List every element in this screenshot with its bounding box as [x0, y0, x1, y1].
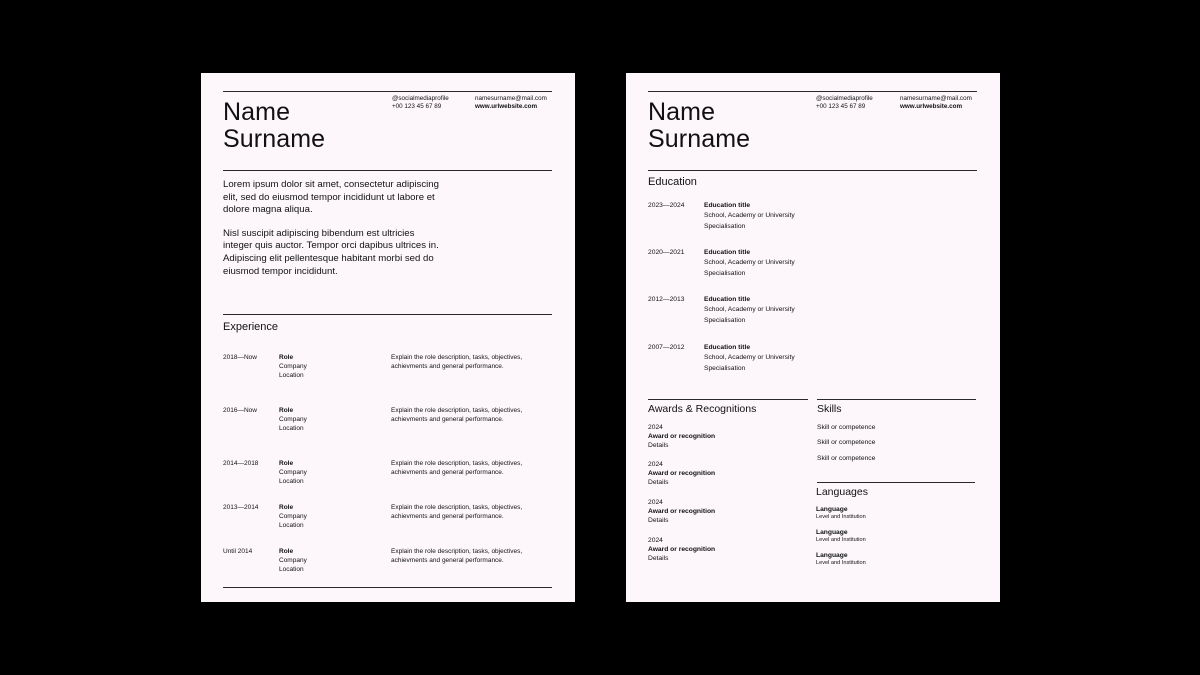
skill-item: Skill or competence: [817, 424, 876, 431]
role-title: Role: [279, 407, 294, 414]
award-title: Award or recognition: [648, 508, 716, 516]
specialisation: Specialisation: [704, 365, 746, 372]
experience-item: [223, 459, 553, 499]
contact-email-web: [475, 95, 547, 111]
education-title: Education title: [704, 344, 751, 351]
award-year: 2024: [648, 537, 663, 544]
role-title: Role: [279, 354, 294, 361]
education-info: [704, 248, 795, 279]
education-item: [648, 201, 978, 241]
award-year: 2024: [648, 499, 663, 506]
role-description: Explain the role description, tasks, objectives, achievments and general performance.: [391, 504, 523, 521]
award-item: [648, 423, 715, 451]
experience-role-block: [279, 547, 307, 575]
location: Location: [279, 425, 304, 433]
company-name: Company: [279, 513, 307, 521]
location: Location: [279, 478, 304, 486]
website-url: www.urlwebsite.com: [900, 103, 963, 110]
education-title: Education title: [704, 249, 751, 256]
experience-item: [223, 503, 553, 543]
awards-heading: Awards & Recognitions: [648, 403, 757, 415]
experience-date: 2014—2018: [223, 460, 259, 467]
specialisation: Specialisation: [704, 270, 746, 277]
school-name: School, Academy or University: [704, 354, 795, 361]
bottom-rule: [223, 587, 552, 588]
phone-number: +00 123 45 67 89: [392, 103, 442, 110]
full-name: [648, 99, 750, 153]
award-year: 2024: [648, 424, 663, 431]
school-name: School, Academy or University: [704, 212, 795, 219]
first-name: Name: [223, 98, 291, 126]
social-handle: @socialmediaprofile: [392, 95, 449, 102]
last-name: Surname: [223, 125, 326, 153]
specialisation: Specialisation: [704, 317, 746, 324]
award-title: Award or recognition: [648, 546, 716, 554]
experience-role-block: [279, 353, 307, 381]
education-date: 2020—2021: [648, 249, 685, 256]
experience-item: [223, 547, 553, 587]
education-title: Education title: [704, 202, 751, 209]
award-year: 2024: [648, 461, 663, 468]
resume-page-2: [626, 73, 1000, 602]
website-url: www.urlwebsite.com: [475, 103, 538, 110]
language-level: Level and Institution: [816, 559, 866, 566]
education-heading: Education: [648, 176, 697, 188]
languages-heading: Languages: [816, 486, 868, 498]
full-name: [223, 99, 325, 153]
intro-text: [223, 179, 443, 289]
award-item: [648, 498, 715, 526]
role-description: Explain the role description, tasks, objectives, achievments and general performance.: [391, 354, 523, 371]
experience-role-block: [279, 459, 307, 487]
skills-divider: [817, 399, 976, 400]
skill-item: Skill or competence: [817, 439, 876, 446]
experience-role-block: [279, 503, 307, 531]
experience-date: Until 2014: [223, 548, 253, 555]
experience-item: [223, 406, 553, 446]
specialisation: Specialisation: [704, 223, 746, 230]
education-date: 2023—2024: [648, 202, 685, 209]
award-details: Details: [648, 442, 669, 450]
experience-divider: [223, 314, 552, 315]
top-rule: [648, 91, 977, 92]
education-title: Education title: [704, 296, 751, 303]
education-item: [648, 295, 978, 335]
role-title: Role: [279, 548, 294, 555]
language-item: [816, 529, 866, 544]
contact-email-web: [900, 95, 972, 111]
award-details: Details: [648, 517, 669, 525]
award-title: Award or recognition: [648, 433, 716, 441]
experience-role-block: [279, 406, 307, 434]
location: Location: [279, 566, 304, 574]
company-name: Company: [279, 416, 307, 424]
header-divider: [648, 170, 977, 171]
social-handle: @socialmediaprofile: [816, 95, 873, 102]
language-level: Level and Institution: [816, 536, 866, 543]
language-item: [816, 552, 866, 567]
intro-paragraph-1: Lorem ipsum dolor sit amet, consectetur adipiscing elit, sed do eiusmod tempor incididunt ut labore et dolore magna aliqua.: [223, 179, 439, 216]
contact-social-phone: [816, 95, 873, 111]
education-item: [648, 248, 978, 288]
education-info: [704, 295, 795, 326]
award-details: Details: [648, 555, 669, 563]
languages-divider: [817, 482, 975, 483]
experience-item: [223, 353, 553, 393]
company-name: Company: [279, 557, 307, 565]
last-name: Surname: [648, 125, 751, 153]
role-description: Explain the role description, tasks, objectives, achievments and general performance.: [391, 460, 523, 477]
awards-divider: [648, 399, 808, 400]
company-name: Company: [279, 363, 307, 371]
intro-paragraph-2: Nisl suscipit adipiscing bibendum est ultricies integer quis auctor. Tempor orci dapibus ultrices in. Adipiscing elit pellentesque habitant morbi sed do eiusmod tempor incididunt.: [223, 227, 439, 277]
award-item: [648, 536, 715, 564]
email-address: namesurname@mail.com: [475, 95, 547, 102]
school-name: School, Academy or University: [704, 259, 795, 266]
role-title: Role: [279, 504, 294, 511]
language-item: [816, 506, 866, 521]
award-details: Details: [648, 479, 669, 487]
education-date: 2007—2012: [648, 344, 685, 351]
school-name: School, Academy or University: [704, 306, 795, 313]
education-date: 2012—2013: [648, 296, 685, 303]
experience-heading: Experience: [223, 321, 279, 333]
header-divider: [223, 170, 552, 171]
skills-heading: Skills: [817, 403, 842, 415]
contact-social-phone: [392, 95, 449, 111]
phone-number: +00 123 45 67 89: [816, 103, 866, 110]
language-name: Language: [816, 506, 848, 513]
location: Location: [279, 522, 304, 530]
top-rule: [223, 91, 552, 92]
role-description: Explain the role description, tasks, objectives, achievments and general performance.: [391, 407, 523, 424]
experience-date: 2016—Now: [223, 407, 257, 414]
company-name: Company: [279, 469, 307, 477]
award-title: Award or recognition: [648, 470, 716, 478]
experience-date: 2018—Now: [223, 354, 257, 361]
location: Location: [279, 372, 304, 380]
role-description: Explain the role description, tasks, objectives, achievments and general performance.: [391, 548, 523, 565]
language-name: Language: [816, 529, 848, 536]
education-info: [704, 201, 795, 232]
education-info: [704, 343, 795, 374]
language-name: Language: [816, 552, 848, 559]
language-level: Level and Institution: [816, 513, 866, 520]
first-name: Name: [648, 98, 716, 126]
education-item: [648, 343, 978, 383]
award-item: [648, 460, 715, 488]
role-title: Role: [279, 460, 294, 467]
resume-page-1: [201, 73, 575, 602]
skill-item: Skill or competence: [817, 455, 876, 462]
email-address: namesurname@mail.com: [900, 95, 972, 102]
experience-date: 2013—2014: [223, 504, 259, 511]
